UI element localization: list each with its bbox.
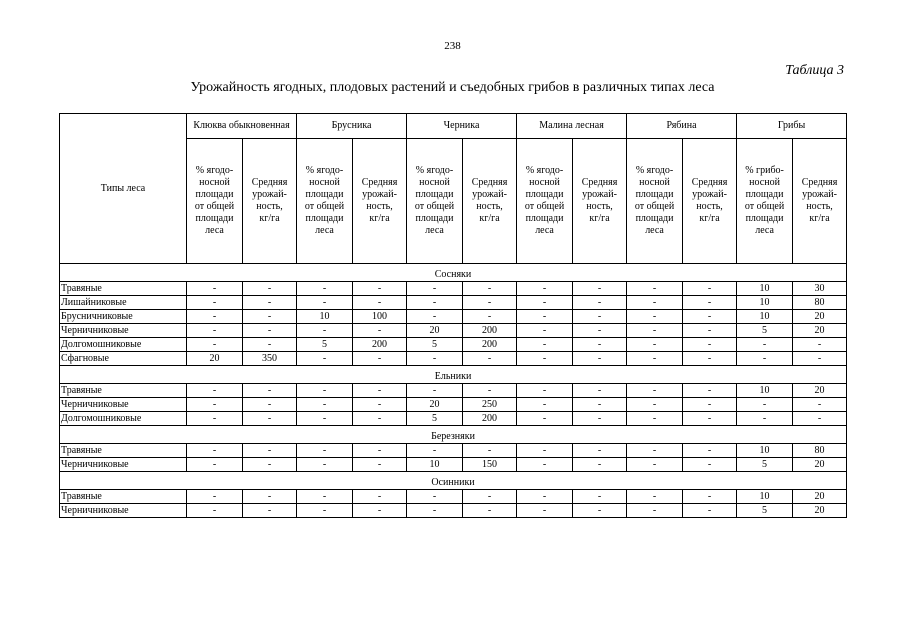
table-row: [60, 352, 847, 366]
table-cell: -: [573, 324, 627, 338]
table-cell: -: [407, 504, 463, 518]
table-cell: -: [463, 282, 517, 296]
table-cell: -: [187, 444, 243, 458]
table-cell: -: [627, 352, 683, 366]
table-cell: 20: [793, 458, 847, 472]
table-cell: -: [297, 296, 353, 310]
subheader-line: Средняя: [251, 177, 288, 188]
table-cell: 5: [297, 338, 353, 352]
subheader-line: кг/га: [699, 213, 720, 224]
table-cell: -: [407, 444, 463, 458]
table-cell: -: [353, 412, 407, 426]
table-cell: -: [517, 310, 573, 324]
column-subheader: [243, 139, 297, 264]
table-cell: -: [683, 352, 737, 366]
subheader-line: от общей: [414, 201, 455, 212]
table-cell: -: [793, 398, 847, 412]
subheader-line: % ягодо-: [415, 165, 454, 176]
table-cell: -: [243, 444, 297, 458]
subheader-line: кг/га: [259, 213, 280, 224]
subheader-line: площади: [305, 189, 344, 200]
table-row: [60, 338, 847, 352]
table-cell: -: [353, 444, 407, 458]
subheader-line: ность,: [366, 201, 393, 212]
table-cell: -: [243, 310, 297, 324]
table-cell: 5: [737, 324, 793, 338]
table-cell: -: [627, 398, 683, 412]
table-cell: -: [573, 412, 627, 426]
table-cell: -: [627, 324, 683, 338]
table-cell: -: [573, 458, 627, 472]
forest-type-name: Травяные: [60, 282, 187, 296]
subheader-line: урожай-: [582, 189, 617, 200]
table-cell: -: [627, 490, 683, 504]
table-cell: -: [737, 352, 793, 366]
table-cell: -: [627, 412, 683, 426]
column-group-header: Клюква обыкновенная: [187, 114, 297, 139]
table-cell: -: [353, 282, 407, 296]
subheader-line: % ягодо-: [525, 165, 564, 176]
table-cell: -: [297, 458, 353, 472]
table-cell: -: [737, 338, 793, 352]
table-cell: -: [243, 398, 297, 412]
section-title: Сосняки: [60, 264, 847, 282]
table-cell: -: [353, 324, 407, 338]
table-cell: 10: [407, 458, 463, 472]
subheader-line: от общей: [744, 201, 785, 212]
table-cell: -: [683, 398, 737, 412]
table-row: [60, 458, 847, 472]
forest-type-name: Травяные: [60, 384, 187, 398]
table-cell: -: [463, 444, 517, 458]
table-cell: -: [407, 310, 463, 324]
table-cell: -: [297, 490, 353, 504]
table-cell: -: [187, 310, 243, 324]
table-cell: 80: [793, 296, 847, 310]
table-cell: -: [297, 412, 353, 426]
table-cell: -: [243, 282, 297, 296]
table-cell: -: [353, 296, 407, 310]
table-cell: -: [463, 352, 517, 366]
table-cell: 200: [353, 338, 407, 352]
table-cell: 20: [793, 490, 847, 504]
table-cell: -: [517, 504, 573, 518]
table-cell: -: [243, 490, 297, 504]
table-cell: -: [517, 384, 573, 398]
subheader-line: площади: [415, 213, 454, 224]
table-cell: -: [463, 310, 517, 324]
forest-type-name: Черничниковые: [60, 324, 187, 338]
table-cell: -: [683, 324, 737, 338]
subheader-line: % ягодо-: [635, 165, 674, 176]
table-cell: -: [517, 338, 573, 352]
column-subheader: [407, 139, 463, 264]
table-cell: -: [407, 384, 463, 398]
page-number: 238: [444, 40, 461, 52]
subheader-line: площади: [635, 213, 674, 224]
table-cell: 20: [407, 398, 463, 412]
section-title: Ельники: [60, 366, 847, 384]
subheader-line: площади: [195, 189, 234, 200]
table-cell: -: [683, 384, 737, 398]
table-cell: 10: [737, 444, 793, 458]
table-cell: -: [573, 310, 627, 324]
forest-type-name: Лишайниковые: [60, 296, 187, 310]
table-header: [60, 114, 847, 264]
table-row: [60, 384, 847, 398]
table-cell: -: [683, 490, 737, 504]
table-cell: -: [627, 338, 683, 352]
subheader-line: ность,: [696, 201, 723, 212]
table-cell: -: [683, 338, 737, 352]
table-cell: -: [297, 444, 353, 458]
table-row: [60, 310, 847, 324]
table-cell: -: [407, 282, 463, 296]
table-cell: -: [517, 282, 573, 296]
table-cell: 200: [463, 412, 517, 426]
column-subheader: [297, 139, 353, 264]
table-cell: 5: [737, 504, 793, 518]
column-group-header: Грибы: [737, 114, 847, 139]
subheader-line: площади: [525, 213, 564, 224]
subheader-line: площади: [195, 213, 234, 224]
subheader-line: леса: [755, 225, 774, 236]
table-cell: -: [627, 504, 683, 518]
table-cell: -: [407, 352, 463, 366]
table-cell: -: [297, 384, 353, 398]
table-row: [60, 504, 847, 518]
subheader-line: кг/га: [479, 213, 500, 224]
table-cell: -: [243, 296, 297, 310]
table-cell: 10: [737, 310, 793, 324]
table-cell: -: [517, 352, 573, 366]
table-cell: -: [243, 412, 297, 426]
table-label: Таблица 3: [785, 63, 844, 78]
subheader-line: кг/га: [809, 213, 830, 224]
subheader-line: носной: [749, 177, 780, 188]
forest-type-name: Черничниковые: [60, 504, 187, 518]
table-cell: 5: [407, 338, 463, 352]
table-row: [60, 324, 847, 338]
table-cell: -: [463, 490, 517, 504]
table-cell: 10: [737, 490, 793, 504]
forest-type-name: Черничниковые: [60, 458, 187, 472]
subheader-line: Средняя: [471, 177, 508, 188]
table-cell: -: [187, 504, 243, 518]
table-cell: 20: [793, 310, 847, 324]
column-subheader: [683, 139, 737, 264]
table-cell: -: [737, 398, 793, 412]
table-cell: 10: [737, 384, 793, 398]
table-cell: -: [573, 490, 627, 504]
column-subheader: [737, 139, 793, 264]
table-cell: -: [793, 352, 847, 366]
table-cell: -: [187, 398, 243, 412]
forest-type-name: Долгомошниковые: [60, 412, 187, 426]
table-cell: 250: [463, 398, 517, 412]
column-subheader: [517, 139, 573, 264]
table-cell: -: [187, 412, 243, 426]
table-cell: -: [517, 490, 573, 504]
table-cell: -: [627, 282, 683, 296]
table-cell: -: [187, 296, 243, 310]
table-cell: 10: [297, 310, 353, 324]
subheader-line: носной: [639, 177, 670, 188]
table-cell: -: [463, 504, 517, 518]
subheader-line: площади: [415, 189, 454, 200]
subheader-line: Средняя: [361, 177, 398, 188]
table-cell: -: [517, 324, 573, 338]
table-cell: 20: [187, 352, 243, 366]
section-title: Березняки: [60, 426, 847, 444]
table-cell: -: [573, 444, 627, 458]
subheader-line: леса: [425, 225, 444, 236]
subheader-line: носной: [419, 177, 450, 188]
table-cell: -: [683, 412, 737, 426]
table-cell: -: [353, 352, 407, 366]
section-row: [60, 264, 847, 282]
table-cell: -: [407, 490, 463, 504]
table-cell: -: [683, 444, 737, 458]
subheader-line: урожай-: [692, 189, 727, 200]
table-cell: -: [187, 338, 243, 352]
subheader-line: площади: [525, 189, 564, 200]
table-cell: -: [793, 412, 847, 426]
table-cell: -: [573, 296, 627, 310]
table-cell: 20: [793, 504, 847, 518]
subheader-line: площади: [635, 189, 674, 200]
subheader-line: леса: [205, 225, 224, 236]
table-row: [60, 444, 847, 458]
table-body: [60, 264, 847, 518]
section-row: [60, 366, 847, 384]
column-subheader: [353, 139, 407, 264]
subheader-line: ность,: [476, 201, 503, 212]
table-cell: -: [353, 458, 407, 472]
table-cell: 5: [407, 412, 463, 426]
table-cell: -: [353, 384, 407, 398]
table-cell: -: [297, 282, 353, 296]
table-cell: -: [463, 384, 517, 398]
column-subheader: [793, 139, 847, 264]
subheader-line: % ягодо-: [305, 165, 344, 176]
column-group-header: Малина лесная: [517, 114, 627, 139]
table-cell: -: [517, 458, 573, 472]
subheader-line: Средняя: [801, 177, 838, 188]
table-cell: -: [683, 458, 737, 472]
table-cell: -: [627, 296, 683, 310]
table-cell: 20: [793, 384, 847, 398]
column-subheader: [573, 139, 627, 264]
subheader-line: площади: [745, 189, 784, 200]
table-cell: -: [627, 444, 683, 458]
subheader-line: урожай-: [472, 189, 507, 200]
subheader-line: леса: [645, 225, 664, 236]
column-group-header: Рябина: [627, 114, 737, 139]
column-subheader: [463, 139, 517, 264]
table-row: [60, 398, 847, 412]
table-cell: 200: [463, 338, 517, 352]
section-row: [60, 426, 847, 444]
subheader-line: урожай-: [802, 189, 837, 200]
subheader-line: носной: [199, 177, 230, 188]
table-cell: -: [573, 352, 627, 366]
table-cell: -: [243, 324, 297, 338]
yield-table: [59, 113, 847, 518]
forest-type-name: Черничниковые: [60, 398, 187, 412]
subheader-line: % грибо-: [745, 165, 784, 176]
table-cell: -: [683, 504, 737, 518]
table-cell: 100: [353, 310, 407, 324]
table-cell: -: [187, 324, 243, 338]
subheader-line: леса: [535, 225, 554, 236]
table-cell: 20: [407, 324, 463, 338]
table-cell: -: [243, 384, 297, 398]
subheader-line: от общей: [634, 201, 675, 212]
row-header-forest-types: Типы леса: [60, 114, 187, 264]
table-cell: -: [187, 384, 243, 398]
subheader-line: ность,: [586, 201, 613, 212]
table-row: [60, 490, 847, 504]
table-cell: -: [573, 504, 627, 518]
section-row: [60, 472, 847, 490]
subheader-line: носной: [309, 177, 340, 188]
subheader-line: % ягодо-: [195, 165, 234, 176]
table-cell: -: [187, 282, 243, 296]
forest-type-name: Травяные: [60, 490, 187, 504]
table-cell: -: [243, 504, 297, 518]
table-cell: -: [627, 458, 683, 472]
section-title: Осинники: [60, 472, 847, 490]
table-cell: -: [407, 296, 463, 310]
table-cell: -: [353, 398, 407, 412]
table-cell: 10: [737, 282, 793, 296]
subheader-line: леса: [315, 225, 334, 236]
table-cell: 20: [793, 324, 847, 338]
table-cell: -: [517, 398, 573, 412]
subheader-line: площади: [745, 213, 784, 224]
subheader-line: Средняя: [581, 177, 618, 188]
table-cell: -: [297, 352, 353, 366]
column-group-header: Черника: [407, 114, 517, 139]
column-group-header: Брусника: [297, 114, 407, 139]
forest-type-name: Сфагновые: [60, 352, 187, 366]
subheader-line: от общей: [194, 201, 235, 212]
table-cell: -: [573, 282, 627, 296]
column-subheader: [627, 139, 683, 264]
subheader-line: Средняя: [691, 177, 728, 188]
forest-type-name: Травяные: [60, 444, 187, 458]
table-cell: -: [517, 412, 573, 426]
table-cell: -: [683, 310, 737, 324]
table-cell: -: [187, 490, 243, 504]
table-row: [60, 296, 847, 310]
table-cell: -: [573, 398, 627, 412]
table-cell: -: [683, 296, 737, 310]
forest-type-name: Долгомошниковые: [60, 338, 187, 352]
column-subheader: [187, 139, 243, 264]
forest-type-name: Брусничниковые: [60, 310, 187, 324]
table-cell: -: [573, 338, 627, 352]
table-cell: -: [573, 384, 627, 398]
table-cell: 150: [463, 458, 517, 472]
table-cell: 30: [793, 282, 847, 296]
table-cell: -: [463, 296, 517, 310]
table-cell: -: [297, 504, 353, 518]
table-cell: -: [737, 412, 793, 426]
table-cell: -: [627, 384, 683, 398]
subheader-line: урожай-: [362, 189, 397, 200]
subheader-line: ность,: [256, 201, 283, 212]
table-row: [60, 282, 847, 296]
table-cell: 5: [737, 458, 793, 472]
table-cell: -: [793, 338, 847, 352]
table-cell: 350: [243, 352, 297, 366]
table-cell: -: [187, 458, 243, 472]
table-cell: -: [353, 504, 407, 518]
subheader-line: от общей: [524, 201, 565, 212]
table-cell: -: [517, 296, 573, 310]
subheader-line: носной: [529, 177, 560, 188]
table-cell: -: [297, 324, 353, 338]
subheader-line: ность,: [806, 201, 833, 212]
table-cell: -: [627, 310, 683, 324]
table-cell: -: [243, 458, 297, 472]
table-title: Урожайность ягодных, плодовых растений и съедобных грибов в различных типах леса: [190, 80, 715, 95]
subheader-line: от общей: [304, 201, 345, 212]
table-row: [60, 412, 847, 426]
subheader-line: урожай-: [252, 189, 287, 200]
subheader-line: кг/га: [369, 213, 390, 224]
subheader-line: площади: [305, 213, 344, 224]
table-cell: -: [243, 338, 297, 352]
table-cell: 200: [463, 324, 517, 338]
table-cell: -: [353, 490, 407, 504]
table-cell: 10: [737, 296, 793, 310]
subheader-line: кг/га: [589, 213, 610, 224]
table-cell: -: [297, 398, 353, 412]
table-cell: 80: [793, 444, 847, 458]
table-cell: -: [517, 444, 573, 458]
table-cell: -: [683, 282, 737, 296]
